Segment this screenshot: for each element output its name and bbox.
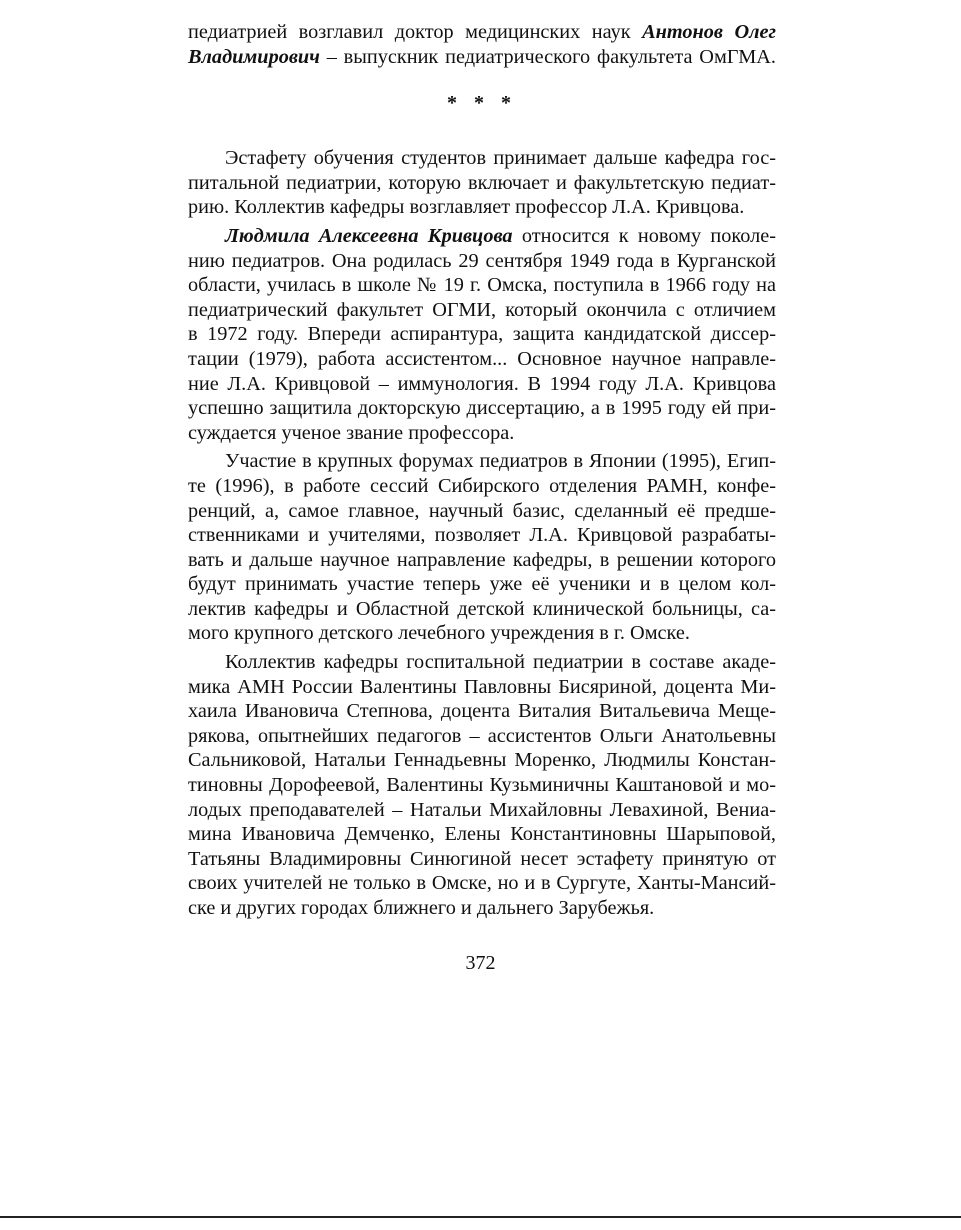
page-number: 372 <box>465 952 496 974</box>
text-line: мика АМН России Валентины Павловны Бисяриной, доцента Ми- <box>188 675 776 698</box>
text-line: ственниками и учителями, позволяет Л.А. Кривцовой разрабаты- <box>188 524 776 547</box>
text-line: Татьяны Владимировны Синюгиной несет эстафету принятую от <box>188 847 776 870</box>
text-line: Сальниковой, Натальи Геннадьевны Моренко, Людмилы Констан- <box>188 749 776 772</box>
text-line: вать и дальше научное направление кафедры, в решении которого <box>188 548 776 571</box>
text-line <box>188 45 776 70</box>
text-line: рякова, опытнейших педагогов – ассистентов Ольги Анатольевны <box>188 724 776 747</box>
text-line: питальной педиатрии, которую включает и факультетскую педиат- <box>188 171 776 194</box>
text-run: педиатрией возглавил доктор медицинских наук <box>188 21 643 43</box>
text-line <box>188 20 776 45</box>
text-line: педиатрический факультет ОГМИ, который окончила с отличием <box>188 298 776 321</box>
text-line: успешно защитила докторскую диссертацию, а в 1995 году ей при- <box>188 397 776 420</box>
text-line: мина Ивановича Демченко, Елены Константиновны Шарыповой, <box>188 823 776 846</box>
text-line: те (1996), в работе сессий Сибирского отделения РАМН, конфе- <box>188 474 776 497</box>
text-line: лодых преподавателей – Натальи Михайловны Левахиной, Вениа- <box>188 798 776 821</box>
text-line: суждается ученое звание профессора. <box>188 421 515 444</box>
page-body <box>188 20 776 921</box>
text-line: тиновны Дорофеевой, Валентины Кузьминичны Каштановой и мо- <box>188 774 776 797</box>
author-name-part: Владимирович <box>188 45 320 68</box>
text-line: своих учителей не только в Омске, но и в Сургуте, Ханты-Мансий- <box>188 872 776 895</box>
text-line: ние Л.А. Кривцовой – иммунология. В 1994 году Л.А. Кривцова <box>188 372 776 395</box>
text-line: Коллектив кафедры госпитальной педиатрии в составе акаде- <box>225 651 776 674</box>
text-line: хаила Ивановича Степнова, доцента Виталия Витальевича Меще- <box>188 700 776 723</box>
text-line: ске и других городах ближнего и дальнего Зарубежья. <box>188 897 655 919</box>
text-line: области, училась в школе № 19 г. Омска, поступила в 1966 году на <box>188 274 776 297</box>
text-line: ренций, а, самое главное, научный базис, сделанный её предше- <box>188 499 776 522</box>
author-name-part: Антонов Олег <box>642 21 777 43</box>
person-name: Людмила Алексеевна Кривцова <box>225 224 513 247</box>
text-line: лектив кафедры и Областной детской клинической больницы, са- <box>188 597 776 620</box>
text-line: нию педиатров. Она родилась 29 сентября 1949 года в Курганской <box>188 249 776 272</box>
text-line: Эстафету обучения студентов принимает дальше кафедра гос- <box>225 147 776 170</box>
text-line: рию. Коллектив кафедры возглавляет профессор Л.А. Кривцова. <box>188 196 745 219</box>
text-run: – выпускник педиатрического факультета ОмГМА. <box>319 45 776 68</box>
scan-edge-line <box>0 1216 961 1218</box>
text-line: мого крупного детского лечебного учреждения в г. Омске. <box>188 622 690 645</box>
text-line: будут принимать участие теперь уже её ученики и в целом кол- <box>188 573 776 596</box>
text-line: тации (1979), работа ассистентом... Основное научное направле- <box>188 347 776 370</box>
text-line <box>188 224 776 249</box>
section-separator: * * * <box>447 92 517 115</box>
text-run: относится к новому поколе- <box>512 224 776 247</box>
text-line: Участие в крупных форумах педиатров в Японии (1995), Егип- <box>225 450 776 473</box>
text-line: в 1972 году. Впереди аспирантура, защита кандидатской диссер- <box>188 323 776 346</box>
